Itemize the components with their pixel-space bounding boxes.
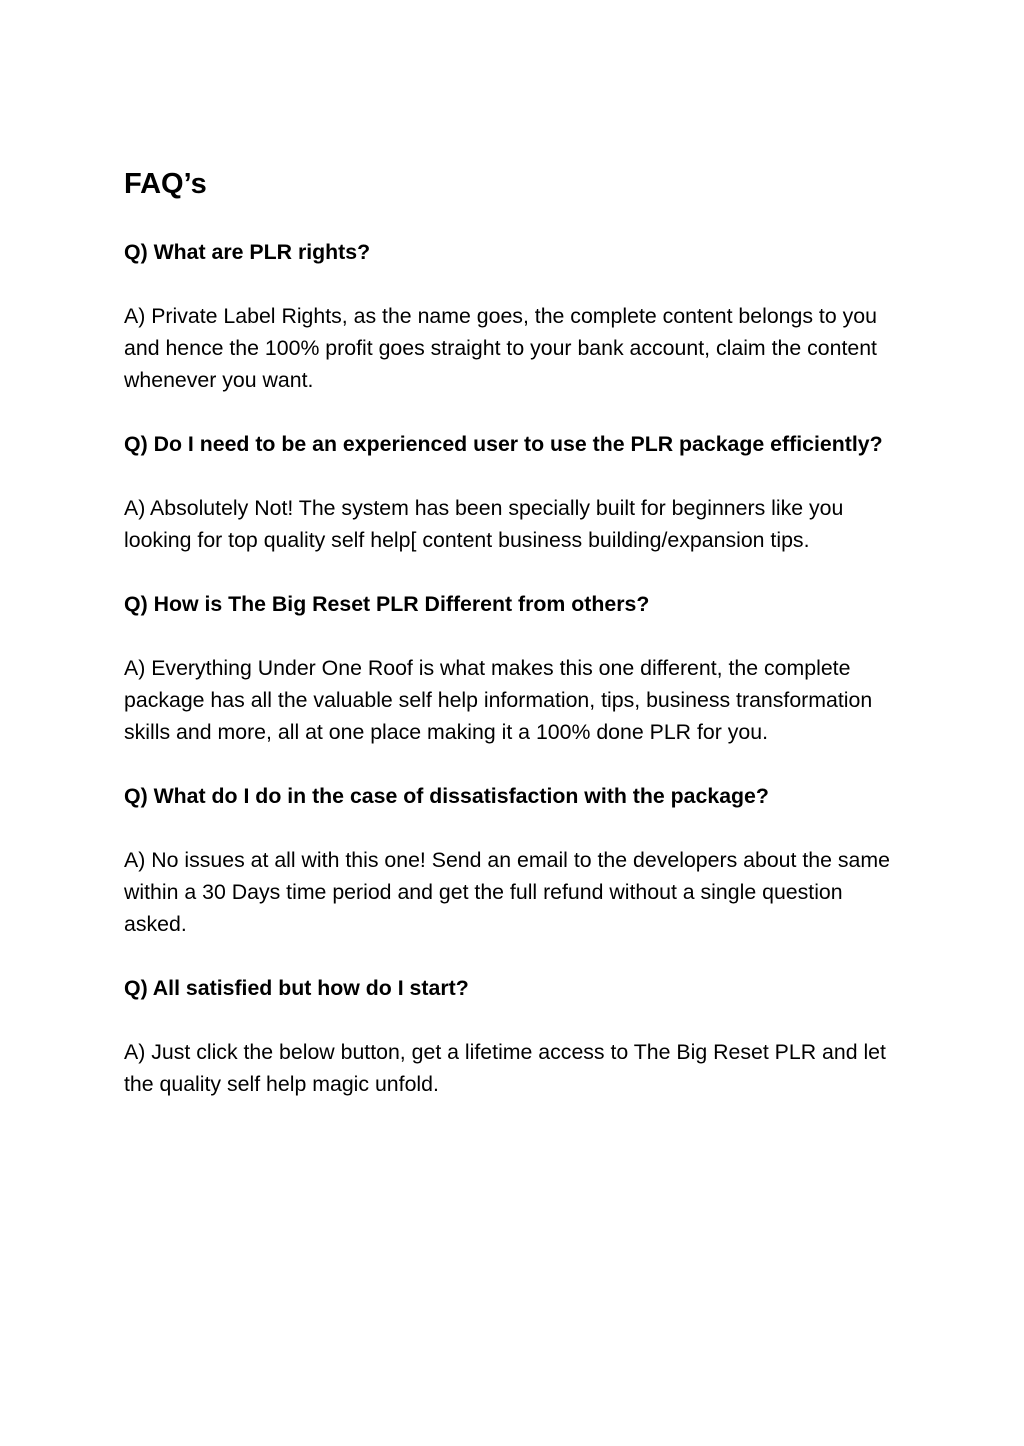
faq-question: Q) What are PLR rights? [124, 240, 371, 264]
faq-question: Q) What do I do in the case of dissatisfaction with the package? [124, 784, 769, 808]
faq-list [124, 236, 904, 1132]
faq-item [124, 236, 904, 396]
faq-answer: A) Just click the below button, get a lifetime access to The Big Reset PLR and let the quality self help magic unfold. [124, 1040, 886, 1096]
faq-question: Q) Do I need to be an experienced user to use the PLR package efficiently? [124, 432, 883, 456]
faq-item [124, 588, 904, 748]
faq-question: Q) All satisfied but how do I start? [124, 976, 469, 1000]
faq-item [124, 428, 904, 556]
faq-answer: A) Everything Under One Roof is what makes this one different, the complete package has all the valuable self help information, tips, business transformation skills and more, all at one place making it a 100% done PLR for you. [124, 656, 873, 744]
faq-item [124, 972, 904, 1100]
faq-answer: A) No issues at all with this one! Send an email to the developers about the same within a 30 Days time period and get the full refund without a single question asked. [124, 848, 890, 936]
faq-item [124, 780, 904, 940]
faq-answer: A) Absolutely Not! The system has been specially built for beginners like you looking for top quality self help[ content business building/expansion tips. [124, 496, 844, 552]
page-title: FAQ’s [124, 168, 207, 200]
faq-answer: A) Private Label Rights, as the name goes, the complete content belongs to you and hence the 100% profit goes straight to your bank account, claim the content whenever you want. [124, 304, 877, 392]
faq-question: Q) How is The Big Reset PLR Different from others? [124, 592, 650, 616]
